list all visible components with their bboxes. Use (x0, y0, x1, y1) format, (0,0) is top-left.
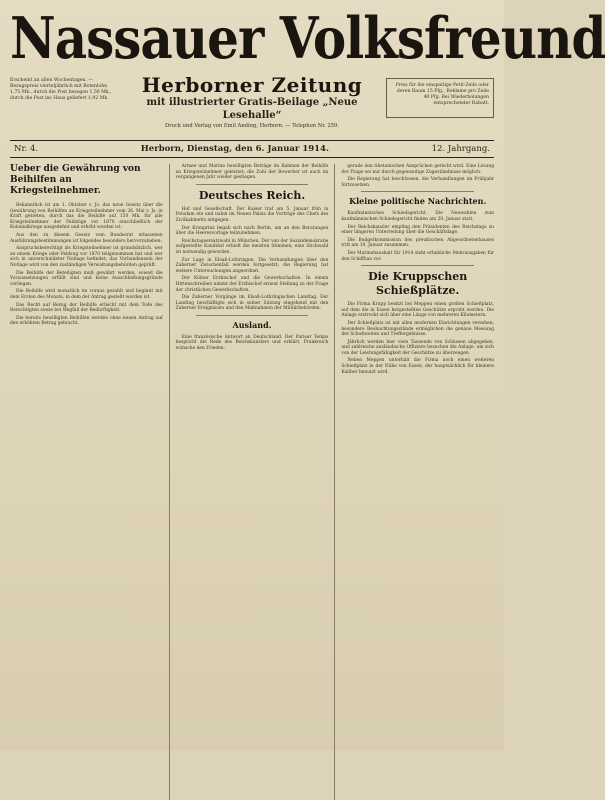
divider (361, 191, 474, 192)
paragraph: Neben Meppen unterhält die Firma noch einen weiteren Schießplatz in der Nähe von Essen, der hauptsächlich für kleinere Kaliber benutzt wird. (341, 358, 495, 375)
issue-date: Herborn, Dienstag, den 6. Januar 1914. (140, 144, 329, 154)
supplement-line: mit illustrierter Gratis-Beilage „Neue Lesehalle“ (146, 97, 358, 121)
section-body (341, 302, 494, 375)
paragraph: Der Schießplatz ist mit allen modernen Einrichtungen versehen; besondere Beobachtungsstände ermöglichen die genaue Messung der Schußweiten und Treffergebnisse. (341, 320, 495, 338)
paragraph: gerade den tibetanischen Ansprüchen gerecht wird. Eine Lösung der Frage sei nur durch gegenseitige Zugeständnisse möglich. (341, 164, 495, 175)
section-title-kleine-nachrichten: Kleine politische Nachrichten. (349, 196, 487, 207)
paragraph: Armee und Marine bewilligten Beträge im Rahmen der Beihilfe an Kriegsteilnehmer geleistet; die Zahl der Bewerber ist auch im vergangenen Jahr wieder gestiegen. (175, 164, 329, 181)
paragraph: Reichstagsersatzwahl in München. Der von der Sozialdemokratie aufgestellte Kandidat erhielt die meisten Stimmen; eine Stichwahl ist notwendig geworden. (175, 238, 329, 255)
paragraph: Zur Lage in Elsaß-Lothringen. Die Verhandlungen über den Zaberner Zwischenfall werden fortgesetzt; die Regierung hat weitere Untersuchungen angeordnet. (175, 257, 329, 274)
issue-bar (10, 140, 494, 158)
paragraph: Jährlich werden hier viele Tausende von Schüssen abgegeben, und zahlreiche ausländische Offiziere besuchen die Anlage, um sich von der Leistungsfähigkeit der Geschütze zu überzeugen. (341, 339, 495, 356)
paragraph: Der Kölner Erzbischof und die Gewerkschaften. In einem Hirtenschreiben nimmt der Erzbischof erneut Stellung zu der Frage der christlichen Gewerkschaften. (175, 276, 329, 293)
issue-number: Nr. 4. (14, 144, 39, 154)
divider (196, 315, 309, 316)
section-title-ausland: Ausland. (232, 319, 272, 330)
paragraph: Hof und Gesellschaft. Der Kaiser traf am 5. Januar früh in Potsdam ein und nahm im Neuen Palais die Vorträge des Chefs des Zivilkabinetts entgegen. (175, 206, 329, 223)
section-body (341, 211, 494, 262)
paragraph: Die bereits bewilligten Beihilfen werden ohne neuen Antrag auf den erhöhten Betrag gebracht. (10, 315, 163, 327)
masthead-title: Nassauer Volksfreund (10, 3, 605, 72)
paragraph: Der Kronprinz begab sich nach Berlin, um an den Beratungen über die Heeresvorlage teilzunehmen. (175, 225, 329, 237)
advert-price-info: Preis für die einspaltige Petit-Zeile oder deren Raum 15 Pfg., Reklame pro Zeile 40 Pfg. Bei Wiederholungen entsprechender Rabatt. (386, 78, 494, 118)
paragraph: Die Beihilfe wird monatlich im voraus gezahlt und beginnt mit dem Ersten des Monats, in dem der Antrag gestellt worden ist. (10, 289, 163, 300)
paragraph: Anspruchsberechtigt als Kriegsteilnehmer ist grundsätzlich, wer an einem Kriege oder Feldzug vor 1870 teilgenommen hat und wer sich in unverschuldeter Notlage befindet; das Vorhandensein der Notlage wird von den zuständigen Verwaltungsbehörden geprüft. (10, 246, 163, 268)
paragraph: Die Firma Krupp besitzt bei Meppen einen großen Schießplatz, auf dem die in Essen hergestellten Geschütze erprobt werden. Die Anlage erstreckt sich über eine Länge von mehreren Kilometern. (341, 302, 495, 319)
paragraph: Aus den zu diesem Gesetz vom Bundesrat erlassenen Ausführungsbestimmungen ist folgendes besonders hervorzuheben: (10, 232, 163, 244)
subhead-center (118, 74, 386, 131)
paragraph: Eine französische Antwort an Deutschland. Der Pariser Temps bespricht die Rede des Reichskanzlers und erklärt, Frankreich wünsche den Frieden. (175, 334, 329, 352)
article-body (10, 203, 163, 327)
issue-year: 12. Jahrgang. (431, 144, 490, 154)
article-body-intro (176, 164, 329, 181)
article-headline: Ueber die Gewährung von Beihilfen an Kriegsteilnehmer. (10, 164, 141, 196)
paragraph: Der Reichskanzler empfing den Präsidenten des Reichstags zu einer längeren Unterredung über die Geschäftslage. (341, 224, 495, 236)
section-body (176, 335, 329, 352)
section-title-krupp: Die Kruppschen Schießplätze. (368, 270, 468, 298)
column-1 (10, 164, 163, 800)
subscription-info: Erscheint an allen Wochentagen. — Bezugspreis vierteljährlich mit Botenlohn 1,75 Mk., durch die Post bezogen 1,50 Mk., durch die Post ins Haus geliefert 1,92 Mk. (10, 78, 112, 101)
paragraph: Kaufmännisches Schiedsgericht. Die Neuwahlen zum kaufmännischen Schiedsgericht finden am 20. Januar statt. (341, 211, 495, 222)
subhead-title: Herborner Zeitung (141, 73, 363, 97)
publisher-line: Druck und Verlag von Emil Anding, Herborn. — Telephon Nr. 259. (164, 123, 339, 129)
divider (196, 184, 309, 185)
paragraph: Das Recht auf Bezug der Beihilfe erlischt mit dem Tode des Berechtigten sowie bei Wegfall der Bedürftigkeit. (10, 302, 163, 314)
subhead-row (10, 74, 494, 138)
paragraph: Der Marinehaushalt für 1914 sieht erhebliche Mehrausgaben für den Schiffbau vor. (341, 250, 495, 262)
article-body-intro (341, 164, 494, 188)
divider (361, 265, 474, 266)
column-2 (169, 164, 329, 800)
paragraph: Die Budgetkommission des preußischen Abgeordnetenhauses tritt am 10. Januar zusammen. (341, 237, 495, 249)
paragraph: Die Beihilfe der Beteiligten muß gewährt werden, soweit die Voraussetzungen erfüllt sind und keine Ausschließungsgründe vorliegen. (10, 270, 163, 287)
column-3 (334, 164, 494, 800)
paragraph: Die Regierung hat beschlossen, die Verhandlungen im Frühjahr fortzusetzen. (341, 177, 495, 188)
article-columns (10, 164, 494, 800)
section-title-deutsches-reich: Deutsches Reich. (198, 188, 306, 202)
paragraph: Bekanntlich ist am 1. Oktober v. Js. das neue Gesetz über die Gewährung von Beihilfen an Kriegsteilnehmer vom 26. Mai v. Js. in Kraft getreten, durch das die Beihilfe auf 150 Mk. für alle Kriegsteilnehmer der Feldzüge vor 1870 einschließlich der Kolonialkriege ausgedehnt und erhöht worden ist. (10, 203, 163, 231)
section-body (176, 207, 329, 312)
paragraph: Die Zaberner Vorgänge im Elsaß-Lothringischen Landtag. Der Landtag beschäftigte sich in seiner Sitzung eingehend mit den Zaberner Ereignissen und den Maßnahmen der Militärbehörden. (175, 295, 329, 312)
